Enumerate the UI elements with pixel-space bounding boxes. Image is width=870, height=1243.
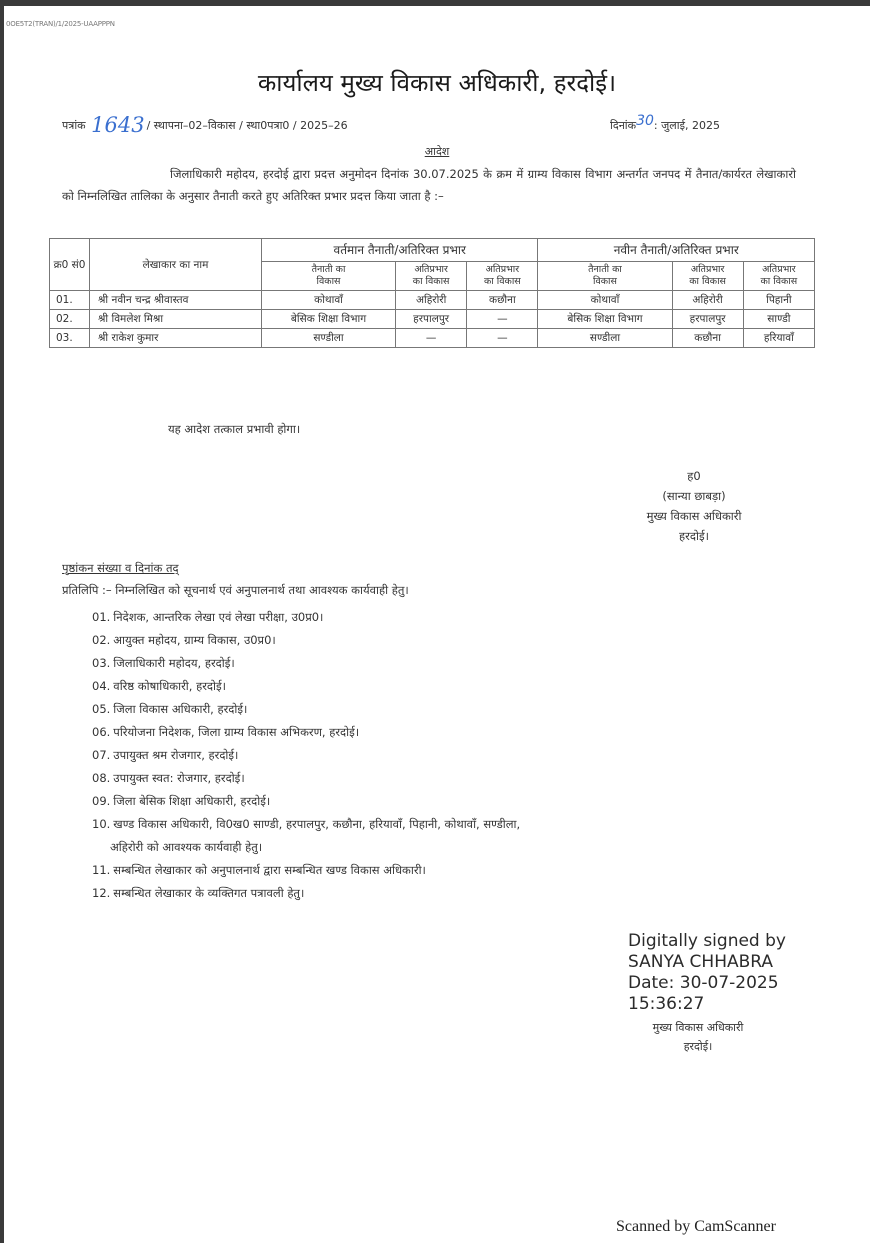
cell-name: श्री नवीन चन्द्र श्रीवास्तव (90, 291, 262, 310)
cell-name: श्री राकेश कुमार (90, 329, 262, 348)
endorsement-title: पृष्ठांकन संख्या व दिनांक तद् (62, 561, 179, 575)
list-item: 08. उपायुक्त स्वत: रोजगार, हरदोई। (92, 771, 245, 785)
list-item: 06. परियोजना निदेशक, जिला ग्राम्य विकास अभिकरण, हरदोई। (92, 725, 360, 739)
cell-current-charge-1: — (396, 329, 467, 348)
copy-list (92, 606, 812, 905)
effect-line: यह आदेश तत्काल प्रभावी होगा। (168, 422, 301, 436)
list-item: 03. जिलाधिकारी महोदय, हरदोई। (92, 656, 235, 670)
cell-new-charge-2: साण्डी (743, 310, 814, 329)
signature-marker: ह0 (687, 469, 701, 483)
subheader-new-posting: तैनाती का विकास (538, 262, 672, 291)
reference-number (62, 113, 348, 137)
cell-new-posting: बेसिक शिक्षा विभाग (538, 310, 672, 329)
handwritten-reference-number: 1643 (91, 113, 145, 137)
cell-new-posting: कोथावाँ (538, 291, 672, 310)
table-header-row (50, 239, 815, 262)
list-item: 10. खण्ड विकास अधिकारी, वि0ख0 साण्डी, हरपालपुर, कछौना, हरियावाँ, पिहानी, कोथावाँ, सण्डीला, अहिरोरी को आवश्यक कार्यवाही हेतु। (92, 817, 521, 854)
cell-sno: 01. (50, 291, 90, 310)
doc-id-stamp: 0OE5T2(TRAN)/1/2025-UAAPPPN (6, 20, 115, 28)
cell-current-charge-1: अहिरोरी (396, 291, 467, 310)
subheader-current-charge-1: अतिप्रभार का विकास (396, 262, 467, 291)
date-rest: : जुलाई, 2025 (653, 119, 720, 132)
handwritten-date-day: 30 (636, 113, 654, 129)
cell-current-charge-2: कछौना (467, 291, 538, 310)
header-new-group: नवीन तैनाती/अतिरिक्त प्रभार (538, 239, 815, 262)
cell-sno: 03. (50, 329, 90, 348)
list-item: 02. आयुक्त महोदय, ग्राम्य विकास, उ0प्र0। (92, 633, 276, 647)
header-current-group: वर्तमान तैनाती/अतिरिक्त प्रभार (262, 239, 538, 262)
signatory-place: हरदोई। (679, 529, 709, 543)
digital-signature-stamp: Digitally signed by SANYA CHHABRA Date: 30-07-2025 15:36:27 (628, 931, 786, 1014)
order-date (610, 113, 720, 133)
header-name: लेखाकार का नाम (90, 239, 262, 291)
cell-current-posting: सण्डीला (262, 329, 396, 348)
list-item: 09. जिला बेसिक शिक्षा अधिकारी, हरदोई। (92, 794, 271, 808)
reference-suffix: / स्थापना–02–विकास / स्था0पत्रा0 / 2025–26 (146, 119, 348, 132)
cell-current-charge-2: — (467, 329, 538, 348)
footer-place: हरदोई। (683, 1040, 713, 1053)
cell-current-charge-1: हरपालपुर (396, 310, 467, 329)
document-page (4, 6, 870, 1243)
scanner-watermark: Scanned by CamScanner (616, 1218, 776, 1235)
order-body-paragraph: जिलाधिकारी महोदय, हरदोई द्वारा प्रदत्त अनुमोदन दिनांक 30.07.2025 के क्रम में ग्राम्य विकास विभाग अन्तर्गत जनपद में तैनात/कार्यरत लेखाकारो को निम्नलिखित तालिका के अनुसार तैनाती करते हुए अतिरिक्त प्रभार प्रदत्त किया जाता है :– (62, 167, 796, 203)
order-heading: आदेश (424, 145, 450, 158)
cell-new-charge-2: हरियावाँ (743, 329, 814, 348)
cell-current-posting: बेसिक शिक्षा विभाग (262, 310, 396, 329)
office-title: कार्यालय मुख्य विकास अधिकारी, हरदोई। (257, 69, 617, 97)
cell-current-charge-2: — (467, 310, 538, 329)
list-item: 07. उपायुक्त श्रम रोजगार, हरदोई। (92, 748, 239, 762)
list-item: 01. निदेशक, आन्तरिक लेखा एवं लेखा परीक्षा, उ0प्र0। (92, 610, 324, 624)
footer-designation: मुख्य विकास अधिकारी (652, 1021, 744, 1034)
cell-sno: 02. (50, 310, 90, 329)
cell-current-posting: कोथावाँ (262, 291, 396, 310)
subheader-current-charge-2: अतिप्रभार का विकास (467, 262, 538, 291)
cell-new-posting: सण्डीला (538, 329, 672, 348)
list-item: 12. सम्बन्धित लेखाकार के व्यक्तिगत पत्रावली हेतु। (92, 886, 305, 900)
list-item: 11. सम्बन्धित लेखाकार को अनुपालनार्थ द्वारा सम्बन्धित खण्ड विकास अधिकारी। (92, 863, 426, 877)
cell-name: श्री विमलेश मिश्रा (90, 310, 262, 329)
list-item: 04. वरिष्ठ कोषाधिकारी, हरदोई। (92, 679, 226, 693)
posting-table (49, 238, 815, 348)
cell-new-charge-1: हरपालपुर (672, 310, 743, 329)
table-row (50, 310, 815, 329)
header-sno: क्र0 सं0 (50, 239, 90, 291)
subheader-new-charge-2: अतिप्रभार का विकास (743, 262, 814, 291)
table-row (50, 329, 815, 348)
footer-signatory (618, 1018, 778, 1056)
table-row (50, 291, 815, 310)
subheader-new-charge-1: अतिप्रभार का विकास (672, 262, 743, 291)
signatory-designation: मुख्य विकास अधिकारी (646, 509, 742, 523)
list-item: 05. जिला विकास अधिकारी, हरदोई। (92, 702, 248, 716)
signature-block (604, 466, 784, 546)
date-label: दिनांक (610, 119, 637, 132)
cell-new-charge-2: पिहानी (743, 291, 814, 310)
subheader-current-posting: तैनाती का विकास (262, 262, 396, 291)
signatory-name: (सान्या छाबड़ा) (662, 489, 726, 503)
cell-new-charge-1: कछौना (672, 329, 743, 348)
cell-new-charge-1: अहिरोरी (672, 291, 743, 310)
reference-prefix: पत्रांक (62, 119, 86, 132)
copy-intro: प्रतिलिपि :– निम्नलिखित को सूचनार्थ एवं अनुपालनार्थ तथा आवश्यक कार्यवाही हेतु। (62, 583, 409, 597)
